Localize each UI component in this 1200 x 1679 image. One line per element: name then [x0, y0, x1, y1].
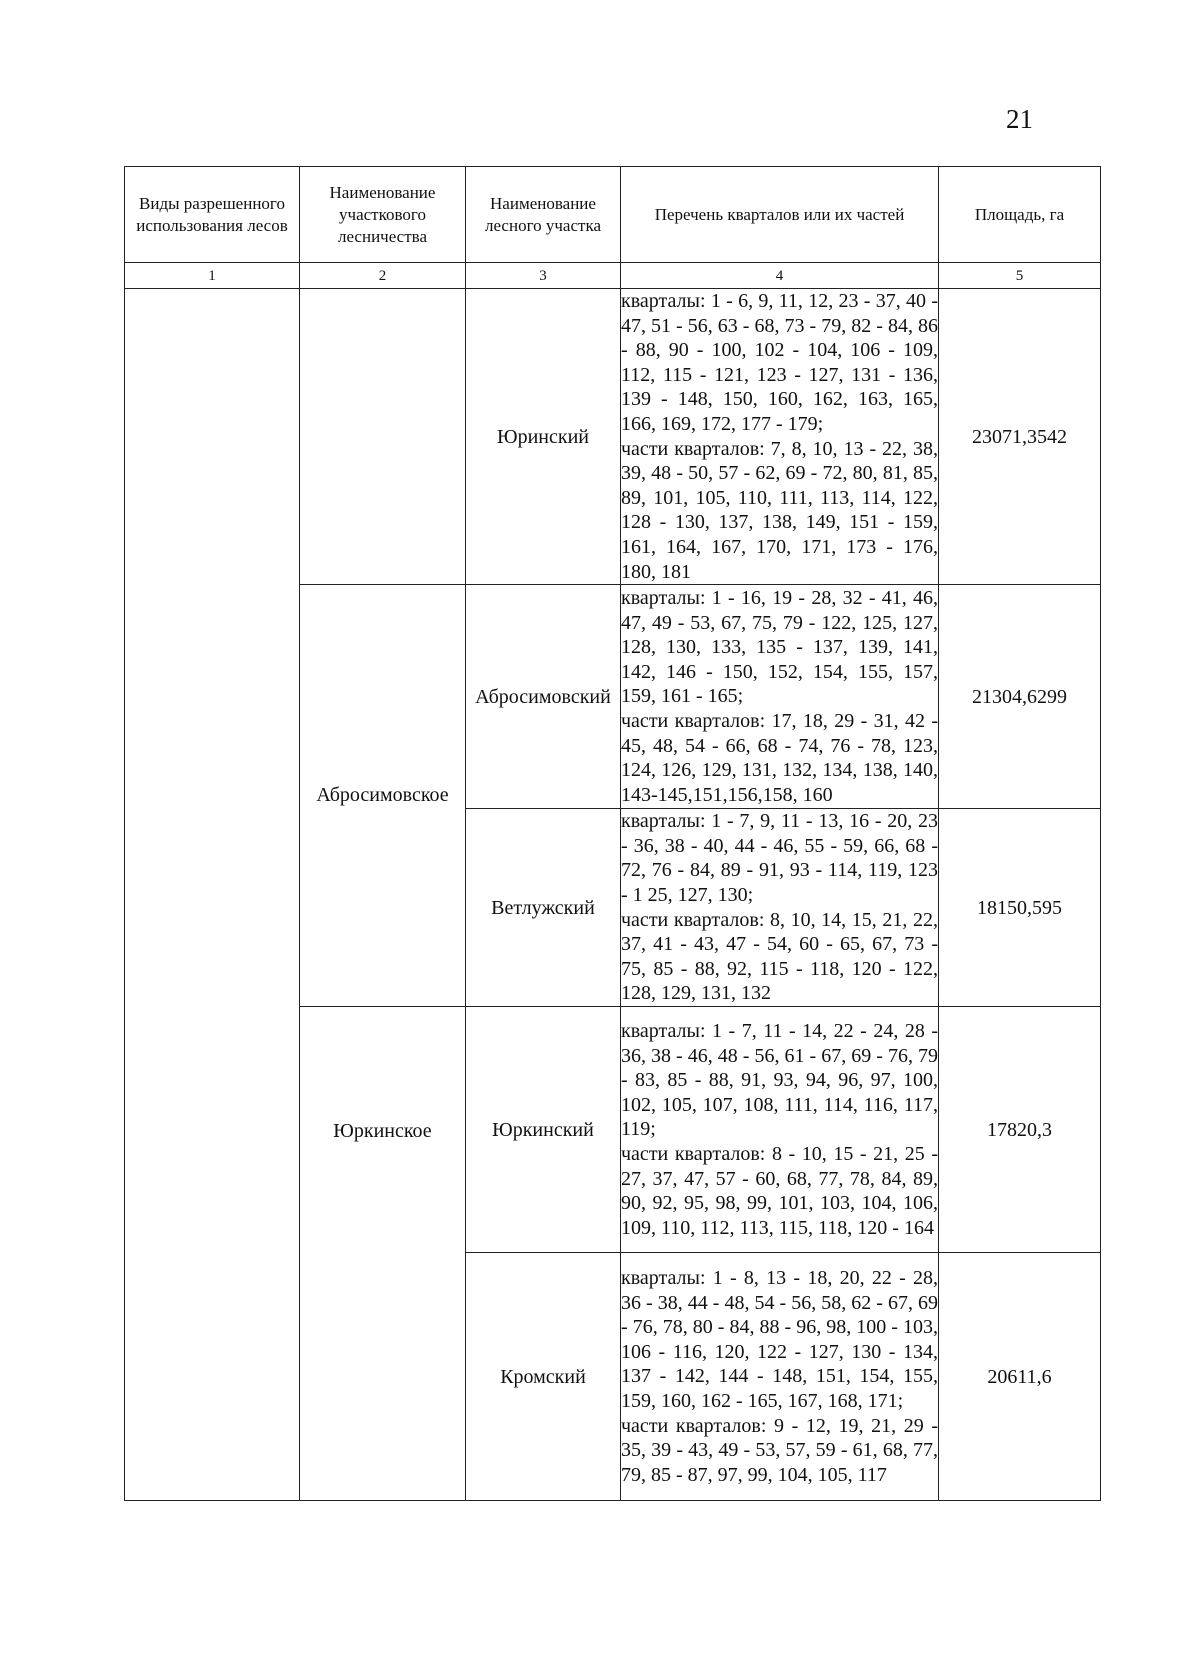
- forest-plot-name: Абросимовский: [466, 585, 621, 809]
- quarters-partial: части кварталов: 17, 18, 29 - 31, 42 - 45, 48, 54 - 66, 68 - 74, 76 - 78, 123, 124, 126, 129, 131, 132, 134, 138, 140, 143-145,151,156,158, 160: [621, 709, 938, 806]
- header-forestry-district: Наименование участкового лесничества: [300, 167, 466, 263]
- forest-plot-name: Юркинский: [466, 1007, 621, 1253]
- quarters-partial: части кварталов: 8 - 10, 15 - 21, 25 - 27, 37, 47, 57 - 60, 68, 77, 78, 84, 89, 90, 92, 95, 98, 99, 101, 103, 104, 106, 109, 110, 112, 113, 115, 118, 120 - 164: [621, 1142, 938, 1239]
- table-row: [125, 289, 1101, 585]
- forestry-district-cell: [300, 1007, 466, 1501]
- usage-type-cell: [125, 289, 300, 1501]
- forestry-district-cell: [300, 289, 466, 585]
- quarters-list: [621, 809, 939, 1007]
- column-numbers-row: [125, 263, 1101, 289]
- forest-plots-table: [124, 166, 1101, 1501]
- column-number: 5: [939, 263, 1101, 289]
- quarters-list: [621, 1007, 939, 1253]
- quarters-full: кварталы: 1 - 8, 13 - 18, 20, 22 - 28, 36 - 38, 44 - 48, 54 - 56, 58, 62 - 67, 69 - 76, 78, 80 - 84, 88 - 96, 98, 100 - 103, 106 - 116, 120, 122 - 127, 130 - 134, 137 - 142, 144 - 148, 151, 154, 155, 159, 160, 162 - 165, 167, 168, 171;: [621, 1266, 938, 1412]
- forest-plot-name: Кромский: [466, 1253, 621, 1501]
- area-value: 20611,6: [939, 1253, 1101, 1501]
- area-value: 23071,3542: [939, 289, 1101, 585]
- area-value: 17820,3: [939, 1007, 1101, 1253]
- table-header-row: [125, 167, 1101, 263]
- column-number: 1: [125, 263, 300, 289]
- area-value: 21304,6299: [939, 585, 1101, 809]
- quarters-full: кварталы: 1 - 7, 11 - 14, 22 - 24, 28 - 36, 38 - 46, 48 - 56, 61 - 67, 69 - 76, 79 - 83, 85 - 88, 91, 93, 94, 96, 97, 100, 102, 105, 107, 108, 111, 114, 116, 117, 119;: [621, 1019, 938, 1141]
- forestry-district-name: Юркинское: [333, 1119, 432, 1142]
- forestry-district-name: Абросимовское: [316, 783, 449, 806]
- header-usage-type: Виды разрешенного использования лесов: [125, 167, 300, 263]
- column-number: 3: [466, 263, 621, 289]
- page-number: 21: [1006, 104, 1033, 134]
- quarters-partial: части кварталов: 7, 8, 10, 13 - 22, 38, 39, 48 - 50, 57 - 62, 69 - 72, 80, 81, 85, 89, 101, 105, 110, 111, 113, 114, 122, 128 - 130, 137, 138, 149, 151 - 159, 161, 164, 167, 170, 171, 173 - 176, 180, 181: [621, 437, 938, 583]
- header-forest-plot: Наименование лесного участка: [466, 167, 621, 263]
- header-quarters-list: Перечень кварталов или их частей: [621, 167, 939, 263]
- column-number: 4: [621, 263, 939, 289]
- quarters-list: [621, 1253, 939, 1501]
- quarters-partial: части кварталов: 8, 10, 14, 15, 21, 22, 37, 41 - 43, 47 - 54, 60 - 65, 67, 73 - 75, 85 - 88, 92, 115 - 118, 120 - 122, 128, 129, 131, 132: [621, 908, 938, 1005]
- quarters-list: [621, 289, 939, 585]
- header-area: Площадь, га: [939, 167, 1101, 263]
- quarters-partial: части кварталов: 9 - 12, 19, 21, 29 - 35, 39 - 43, 49 - 53, 57, 59 - 61, 68, 77, 79, 85 - 87, 97, 99, 104, 105, 117: [621, 1414, 938, 1486]
- forestry-district-cell: [300, 585, 466, 1007]
- quarters-full: кварталы: 1 - 16, 19 - 28, 32 - 41, 46, 47, 49 - 53, 67, 75, 79 - 122, 125, 127, 128, 130, 133, 135 - 137, 139, 141, 142, 146 - 150, 152, 154, 155, 157, 159, 161 - 165;: [621, 586, 938, 708]
- quarters-list: [621, 585, 939, 809]
- forest-plot-name: Ветлужский: [466, 809, 621, 1007]
- column-number: 2: [300, 263, 466, 289]
- quarters-full: кварталы: 1 - 6, 9, 11, 12, 23 - 37, 40 - 47, 51 - 56, 63 - 68, 73 - 79, 82 - 84, 86 - 88, 90 - 100, 102 - 104, 106 - 109, 112, 115 - 121, 123 - 127, 131 - 136, 139 - 148, 150, 160, 162, 163, 165, 166, 169, 172, 177 - 179;: [621, 290, 938, 435]
- forest-plot-name: Юринский: [466, 289, 621, 585]
- area-value: 18150,595: [939, 809, 1101, 1007]
- quarters-full: кварталы: 1 - 7, 9, 11 - 13, 16 - 20, 23 - 36, 38 - 40, 44 - 46, 55 - 59, 66, 68 - 72, 76 - 84, 89 - 91, 93 - 114, 119, 123 - 1 25, 127, 130;: [621, 810, 938, 907]
